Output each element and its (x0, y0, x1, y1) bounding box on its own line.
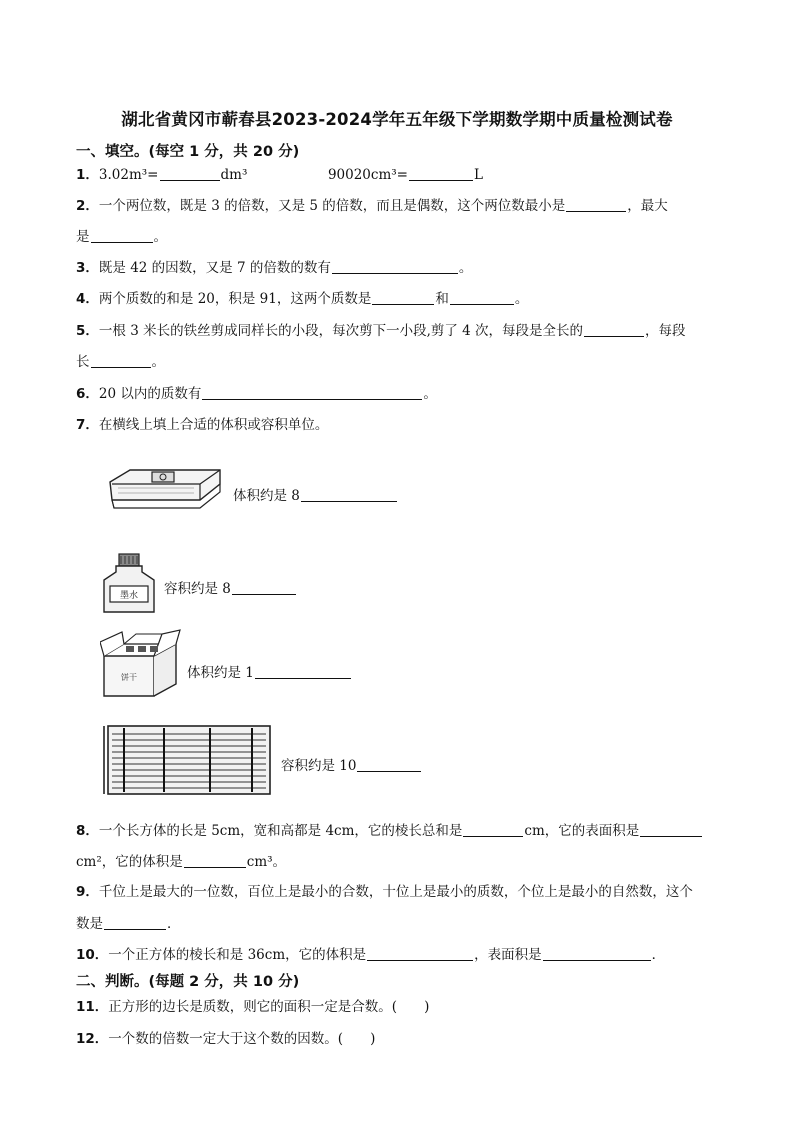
answer-blank[interactable] (332, 259, 458, 274)
answer-blank[interactable] (301, 487, 397, 502)
answer-blank[interactable] (409, 166, 473, 181)
q7-item-label: 体积约是 8 (233, 488, 300, 504)
answer-blank[interactable] (640, 822, 702, 837)
question-9-continued (76, 914, 181, 934)
question-number: 6． (76, 386, 99, 402)
question-4 (76, 289, 528, 309)
answer-blank[interactable] (463, 822, 523, 837)
question-11 (76, 997, 429, 1017)
question-number: 8． (76, 823, 99, 839)
question-text: ，最大 (627, 198, 668, 214)
question-text: cm，它的表面积是 (524, 823, 640, 839)
question-text: 正方形的边长是质数，则它的面积一定是合数。( ) (108, 999, 430, 1015)
q1-unit-b: L (473, 167, 483, 183)
question-text: 两个质数的和是 20，积是 91，这两个质数是 (98, 291, 372, 307)
answer-blank[interactable] (104, 915, 166, 930)
answer-blank[interactable] (357, 757, 421, 772)
q1-unit-a: dm³ (220, 167, 248, 183)
question-number: 7． (76, 417, 99, 433)
question-number: 12． (76, 1031, 109, 1047)
section-heading-judgment: 二、判断。(每题 2 分，共 10 分) (76, 974, 300, 990)
question-text: 。 (423, 386, 437, 402)
question-7 (76, 415, 328, 435)
question-text: 长 (76, 354, 90, 370)
page-title: 湖北省黄冈市蕲春县2023-2024学年五年级下学期数学期中质量检测试卷 (121, 110, 673, 129)
question-text: 一根 3 米长的铁丝剪成同样长的小段，每次剪下一小段,剪了 4 次，每段是全长的 (98, 323, 584, 339)
answer-blank[interactable] (367, 946, 473, 961)
answer-blank[interactable] (160, 166, 220, 181)
question-3 (76, 258, 472, 278)
question-text: 和 (435, 291, 449, 307)
question-text: 。 (151, 354, 165, 370)
question-text: ． (651, 947, 666, 963)
question-8 (76, 821, 703, 841)
box-icon (100, 628, 182, 700)
q1-part-a: 3.02m³= (98, 167, 159, 183)
question-number: 2． (76, 198, 99, 214)
ink-label: 墨水 (119, 591, 139, 601)
answer-blank[interactable] (543, 946, 651, 961)
question-number: 11． (76, 999, 109, 1015)
answer-blank[interactable] (91, 353, 151, 368)
q7-item-label: 体积约是 1 (187, 665, 254, 681)
answer-blank[interactable] (184, 853, 246, 868)
q7-item-label: 容积约是 10 (281, 758, 357, 774)
answer-blank[interactable] (372, 290, 434, 305)
container-icon (102, 722, 274, 798)
q7-item-2 (164, 577, 297, 597)
question-12 (76, 1029, 375, 1049)
question-text: 数是 (76, 916, 103, 932)
question-text: ． (167, 916, 181, 932)
question-text: cm²，它的体积是 (76, 854, 183, 870)
question-number: 5． (76, 323, 99, 339)
q7-item-1 (233, 484, 398, 504)
box-label: 饼干 (121, 673, 137, 682)
question-number: 3． (76, 260, 99, 276)
question-text: 。 (458, 260, 473, 276)
pencil-case-icon (104, 460, 224, 516)
answer-blank[interactable] (450, 290, 514, 305)
section-heading-fill-in: 一、填空。(每空 1 分，共 20 分) (76, 144, 300, 160)
answer-blank[interactable] (584, 322, 644, 337)
question-number: 1． (76, 167, 99, 183)
question-text: 一个数的倍数一定大于这个数的因数。( ) (108, 1031, 376, 1047)
question-text: 既是 42 的因数，又是 7 的倍数的数有 (98, 260, 331, 276)
q7-item-3 (187, 661, 352, 681)
question-text: 一个两位数，既是 3 的倍数，又是 5 的倍数，而且是偶数，这个两位数最小是 (98, 198, 566, 214)
q7-item-label: 容积约是 8 (164, 581, 231, 597)
question-2-continued (76, 227, 167, 247)
answer-blank[interactable] (202, 385, 422, 400)
question-1 (76, 165, 483, 185)
question-text: 在横线上填上合适的体积或容积单位。 (98, 417, 329, 433)
q7-item-4 (281, 754, 422, 774)
question-text: 20 以内的质数有 (98, 386, 202, 402)
question-2 (76, 196, 668, 216)
question-9 (76, 882, 693, 902)
question-8-continued (76, 852, 286, 872)
answer-blank[interactable] (255, 664, 351, 679)
question-10 (76, 945, 665, 965)
question-text: 。 (153, 229, 167, 245)
q1-part-b: 90020cm³= (327, 167, 408, 183)
question-number: 9． (76, 884, 99, 900)
question-number: 10． (76, 947, 109, 963)
answer-blank[interactable] (91, 228, 153, 243)
question-text: 一个长方体的长是 5cm，宽和高都是 4cm，它的棱长总和是 (98, 823, 463, 839)
answer-blank[interactable] (232, 580, 296, 595)
question-5 (76, 321, 686, 341)
question-text: cm³。 (246, 854, 287, 870)
question-5-continued (76, 352, 165, 372)
question-6 (76, 384, 437, 404)
question-number: 4． (76, 291, 99, 307)
question-text: 是 (76, 229, 90, 245)
question-text: ，每段 (645, 323, 686, 339)
ink-bottle-icon (100, 552, 158, 616)
question-text: 千位上是最大的一位数，百位上是最小的合数，十位上是最小的质数，个位上是最小的自然数，这个 (98, 884, 693, 900)
question-text: 。 (514, 291, 529, 307)
question-text: ，表面积是 (474, 947, 542, 963)
question-text: 一个正方体的棱长和是 36cm，它的体积是 (108, 947, 367, 963)
answer-blank[interactable] (566, 197, 626, 212)
